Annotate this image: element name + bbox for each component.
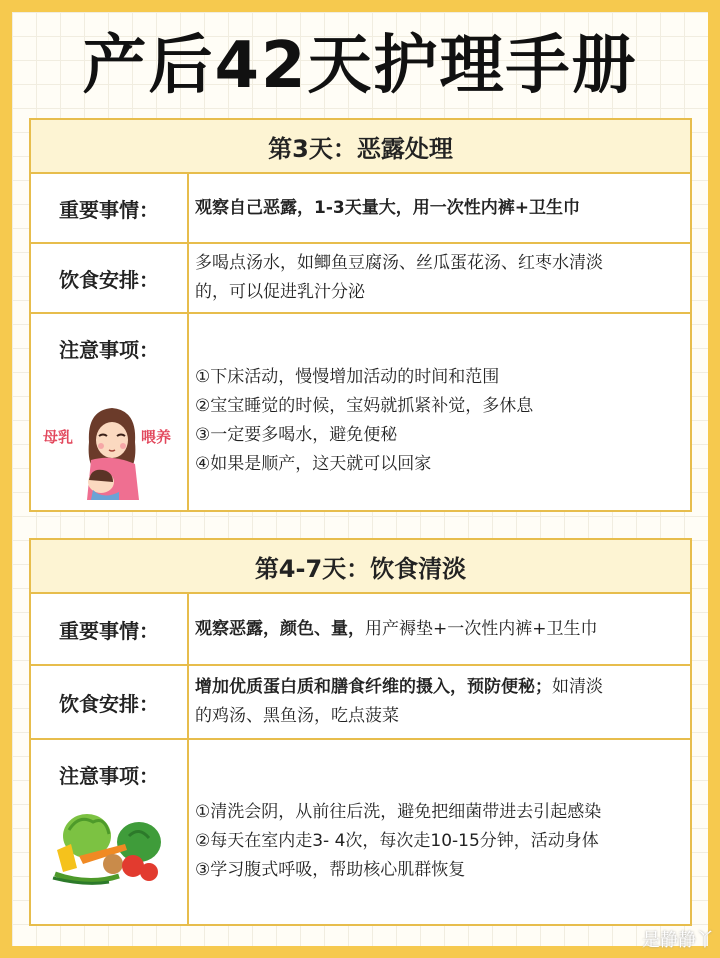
- vegetables-icon: [49, 806, 169, 886]
- notes-label: 注意事项：: [59, 764, 159, 788]
- important-text: 观察自己恶露，1-3天量大，用一次性内裤+卫生巾: [195, 197, 580, 218]
- row-notes: [31, 740, 690, 924]
- notes-label: 注意事项：: [59, 338, 159, 362]
- row-content: [189, 244, 690, 312]
- diet-rest-text: 如清淡: [552, 677, 603, 697]
- row-label: 重要事情：: [31, 174, 189, 242]
- important-rest-text: 用产褥垫+一次性内裤+卫生巾: [365, 618, 598, 639]
- tag-breastmilk: 母乳: [43, 428, 74, 446]
- row-content: [189, 314, 690, 510]
- row-important: [31, 174, 690, 244]
- note-item: ①下床活动，慢慢增加活动的时间和范围: [195, 367, 500, 387]
- note-item: ①清洗会阴，从前往后洗，避免把细菌带进去引起感染: [195, 801, 602, 822]
- row-important: [31, 594, 690, 666]
- note-item: ②每天在室内走3- 4次，每次走10-15分钟，活动身体: [195, 830, 599, 851]
- note-item: ②宝宝睡觉的时候，宝妈就抓紧补觉，多休息: [195, 396, 534, 416]
- diet-bold-text: 增加优质蛋白质和膳食纤维的摄入，预防便秘；: [195, 677, 552, 697]
- section-heading: 第4-7天：饮食清淡: [31, 540, 690, 594]
- important-bold-text: 观察恶露，颜色、量，: [195, 618, 365, 639]
- diet-line-1: [195, 673, 682, 702]
- diet-line-2: 的，可以促进乳汁分泌: [195, 282, 365, 302]
- row-label: [31, 314, 189, 510]
- note-item: ④如果是顺产，这天就可以回家: [195, 454, 432, 474]
- row-content: [189, 174, 690, 242]
- row-notes: [31, 314, 690, 510]
- diet-line-2: 的鸡汤、黑鱼汤，吃点菠菜: [195, 706, 399, 726]
- important-text: [195, 615, 682, 644]
- note-item: ③一定要多喝水，避免便秘: [195, 425, 398, 445]
- note-item: ③学习腹式呼吸，帮助核心肌群恢复: [195, 859, 466, 880]
- page-title: 产后42天护理手册: [82, 29, 638, 103]
- row-label: 饮食安排：: [31, 244, 189, 312]
- breastfeeding-mother-icon: [79, 402, 145, 502]
- watermark: 是静静丫: [642, 930, 714, 951]
- section-heading: 第3天：恶露处理: [31, 120, 690, 174]
- row-label: 重要事情：: [31, 594, 189, 664]
- row-label: 饮食安排：: [31, 666, 189, 738]
- row-label: [31, 740, 189, 924]
- row-content: [189, 740, 690, 924]
- section-day3: [29, 118, 692, 512]
- diet-line-1: 多喝点汤水，如鲫鱼豆腐汤、丝瓜蛋花汤、红枣水清淡: [195, 253, 603, 273]
- row-diet: [31, 244, 690, 314]
- row-diet: [31, 666, 690, 740]
- row-content: [189, 594, 690, 664]
- row-content: [189, 666, 690, 738]
- section-day4-7: [29, 538, 692, 926]
- tag-feeding: 喂养: [141, 428, 172, 446]
